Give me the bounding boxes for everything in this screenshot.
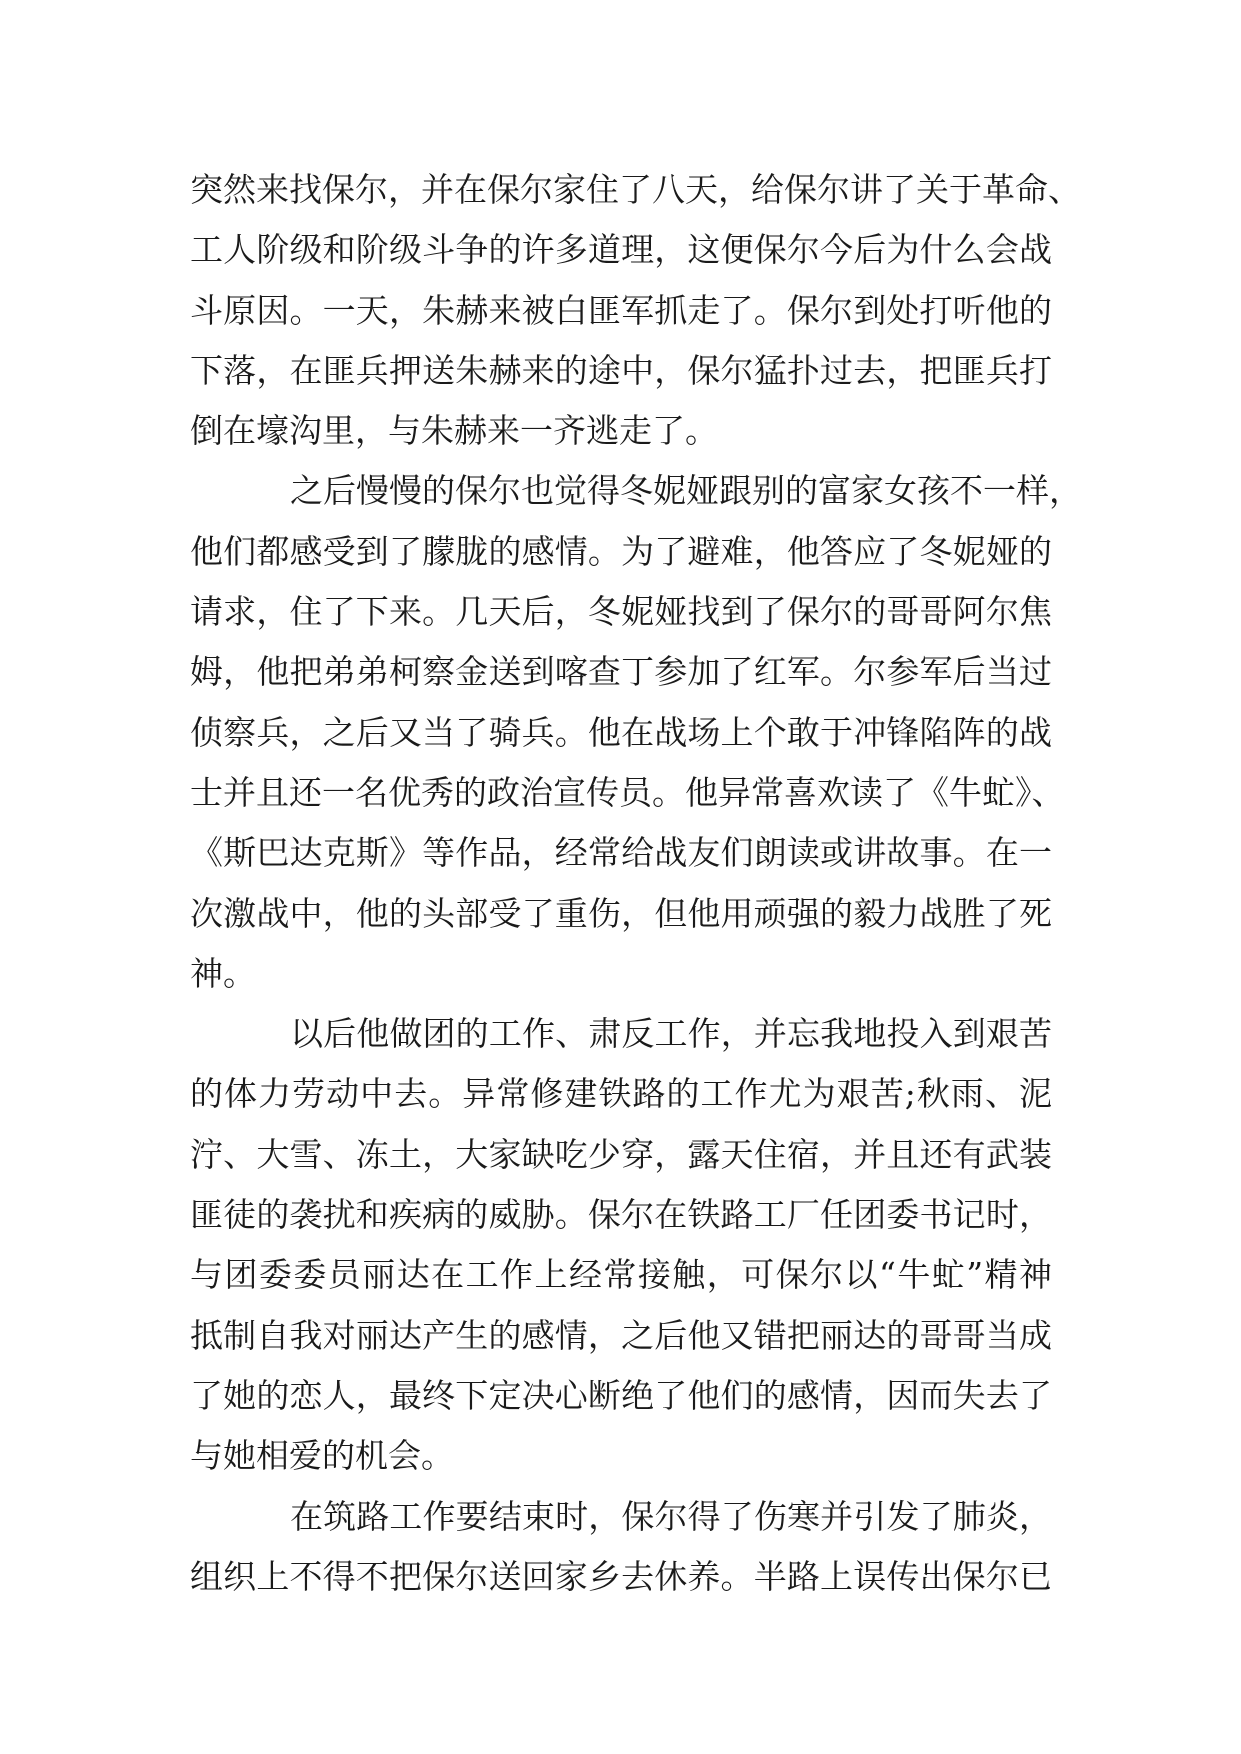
text-line: 斗原因。一天，朱赫来被白匪军抓走了。保尔到处打听他的 <box>190 290 1052 330</box>
paragraph-2 <box>190 461 1082 1004</box>
text-line: 抵制自我对丽达产生的感情，之后他又错把丽达的哥哥当成 <box>190 1315 1052 1355</box>
text-line: 与团委委员丽达在工作上经常接触，可保尔以“牛虻”精神 <box>190 1255 1052 1295</box>
text-line: 组织上不得不把保尔送回家乡去休养。半路上误传出保尔已 <box>190 1556 1052 1596</box>
text-line: 之后慢慢的保尔也觉得冬妮娅跟别的富家女孩不一样， <box>290 471 1082 511</box>
text-line: 泞、大雪、冻土，大家缺吃少穿，露天住宿，并且还有武装 <box>190 1134 1052 1174</box>
text-line: 侦察兵，之后又当了骑兵。他在战场上个敢于冲锋陷阵的战 <box>190 712 1052 752</box>
text-line: 突然来找保尔，并在保尔家住了八天，给保尔讲了关于革命、 <box>190 170 1081 209</box>
text-line: 次激战中，他的头部受了重伤，但他用顽强的毅力战胜了死 <box>190 893 1052 933</box>
text-line: 了她的恋人，最终下定决心断绝了他们的感情，因而失去了 <box>190 1375 1052 1415</box>
text-line: 《斯巴达克斯》等作品，经常给战友们朗读或讲故事。在一 <box>190 833 1052 873</box>
text-line: 下落，在匪兵押送朱赫来的途中，保尔猛扑过去，把匪兵打 <box>190 350 1052 390</box>
text-line: 与她相爱的机会。 <box>190 1436 454 1476</box>
text-line: 工人阶级和阶级斗争的许多道理，这便保尔今后为什么会战 <box>190 230 1052 270</box>
text-line: 神。 <box>190 953 256 993</box>
paragraph-1 <box>190 160 1081 461</box>
text-line: 请求，住了下来。几天后，冬妮娅找到了保尔的哥哥阿尔焦 <box>190 592 1052 632</box>
text-line: 他们都感受到了朦胧的感情。为了避难，他答应了冬妮娅的 <box>190 531 1052 571</box>
paragraph-3 <box>190 1004 1052 1486</box>
paragraph-4 <box>190 1487 1052 1608</box>
text-line: 士并且还一名优秀的政治宣传员。他异常喜欢读了《牛虻》、 <box>190 772 1065 812</box>
text-line: 姆，他把弟弟柯察金送到喀查丁参加了红军。尔参军后当过 <box>190 652 1052 692</box>
text-line: 以后他做团的工作、肃反工作，并忘我地投入到艰苦 <box>290 1014 1052 1054</box>
text-line: 的体力劳动中去。异常修建铁路的工作尤为艰苦;秋雨、泥 <box>190 1074 1052 1114</box>
document-page <box>190 160 1082 1607</box>
text-line: 倒在壕沟里，与朱赫来一齐逃走了。 <box>190 411 718 451</box>
text-line: 匪徒的袭扰和疾病的威胁。保尔在铁路工厂任团委书记时， <box>190 1195 1052 1235</box>
text-line: 在筑路工作要结束时，保尔得了伤寒并引发了肺炎， <box>290 1496 1052 1536</box>
